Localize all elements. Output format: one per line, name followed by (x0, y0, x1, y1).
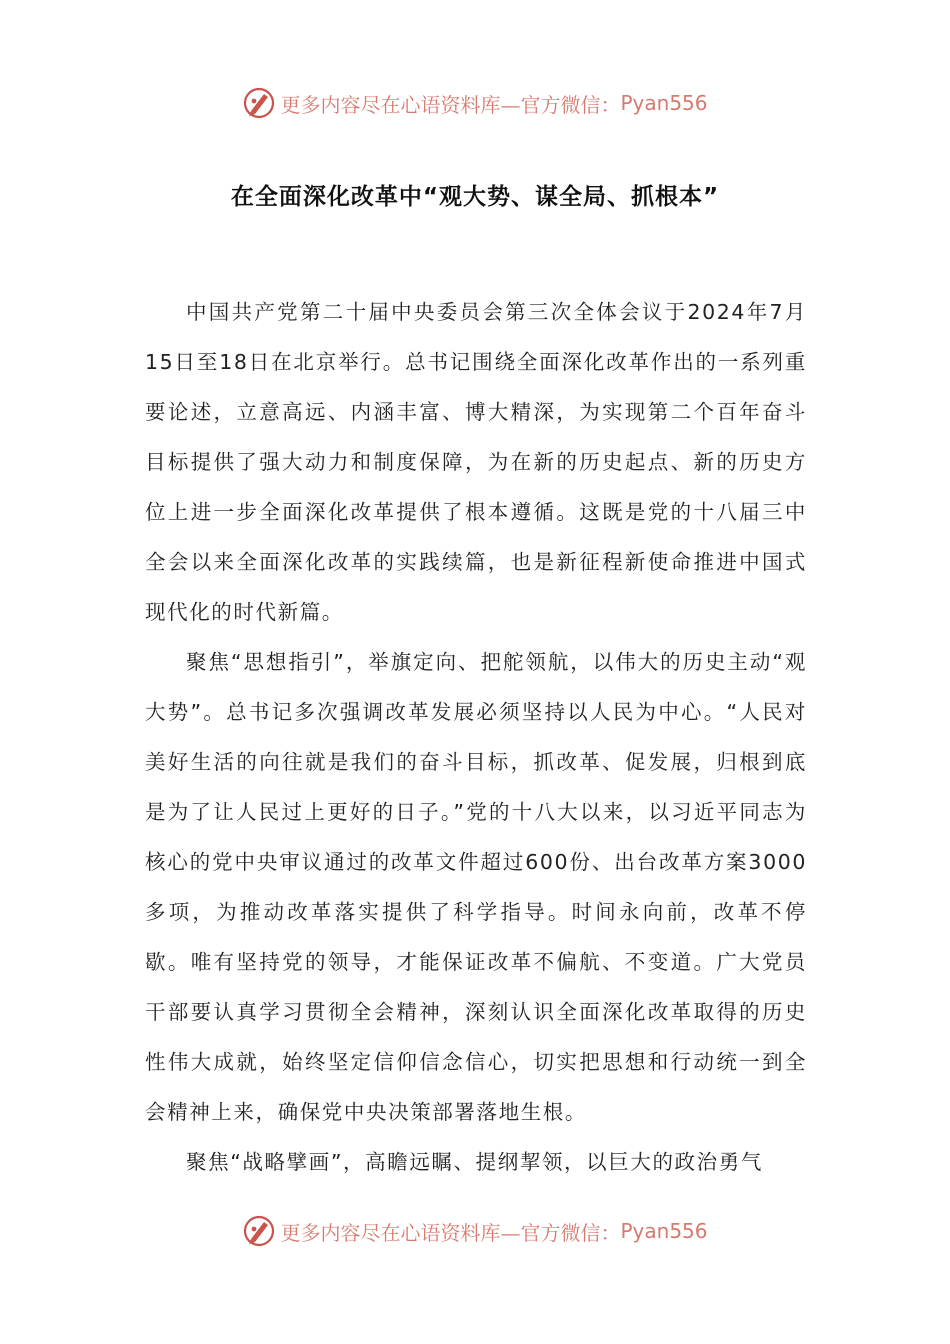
pen-logo-icon (242, 1214, 276, 1248)
banner-text: 更多内容尽在心语资料库—官方微信： (280, 92, 621, 117)
header-banner (0, 83, 950, 123)
footer-banner (0, 1211, 950, 1251)
banner-text: 更多内容尽在心语资料库—官方微信： (280, 1220, 621, 1245)
wechat-id: Pyan556 (620, 91, 708, 115)
paragraph: 聚焦“思想指引”，举旗定向、把舵领航，以伟大的历史主动“观大势”。总书记多次强调改革发展必须坚持以人民为中心。“人民对美好生活的向往就是我们的奋斗目标，抓改革、促发展，归根到底是为了让人民过上更好的日子。”党的十八大以来，以习近平同志为核心的党中央审议通过的改革文件超过600份、出台改革方案3000多项，为推动改革落实提供了科学指导。时间永向前，改革不停歇。唯有坚持党的领导，才能保证改革不偏航、不变道。广大党员干部要认真学习贯彻全会精神，深刻认识全面深化改革取得的历史性伟大成就，始终坚定信仰信念信心，切实把思想和行动统一到全会精神上来，确保党中央决策部署落地生根。 (145, 650, 807, 1124)
document-body (145, 287, 807, 1187)
paragraph: 中国共产党第二十届中央委员会第三次全体会议于2024年7月15日至18日在北京举行。总书记围绕全面深化改革作出的一系列重要论述，立意高远、内涵丰富、博大精深，为实现第二个百年奋斗目标提供了强大动力和制度保障，为在新的历史起点、新的历史方位上进一步全面深化改革提供了根本遵循。这既是党的十八届三中全会以来全面深化改革的实践续篇，也是新征程新使命推进中国式现代化的时代新篇。 (145, 300, 807, 624)
wechat-id: Pyan556 (620, 1219, 708, 1243)
pen-logo-icon (242, 86, 276, 120)
paragraph: 聚焦“战略擘画”，高瞻远瞩、提纲挈领，以巨大的政治勇气 (186, 1150, 763, 1174)
document-title: 在全面深化改革中“观大势、谋全局、抓根本” (230, 184, 720, 210)
